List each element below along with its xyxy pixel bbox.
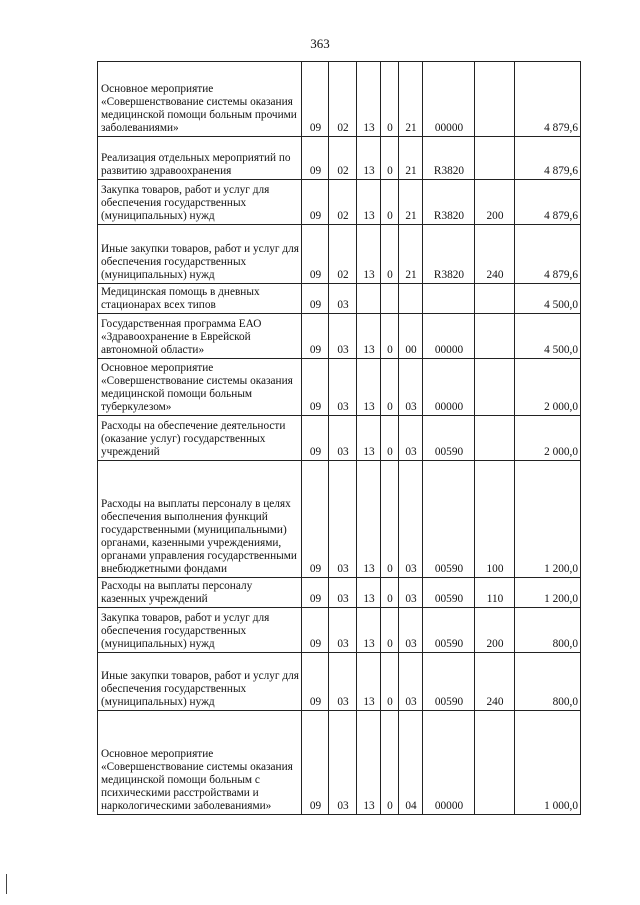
expense-type-cell (475, 711, 515, 815)
row-name-cell: Расходы на обеспечение деятельности (оказание услуг) государственных учреждений (98, 416, 302, 461)
amount-cell: 1 200,0 (515, 461, 581, 578)
subprogram-code-cell: 0 (381, 608, 399, 653)
row-name-cell: Основное мероприятие «Совершенствование системы оказания медицинской помощи больным с психическими расстройствами и наркологическими заболеваниями» (98, 711, 302, 815)
expense-type-cell: 240 (475, 225, 515, 284)
event-code-cell (399, 284, 423, 314)
subsection-code-cell: 03 (329, 416, 357, 461)
table-row (98, 608, 581, 653)
amount-cell: 1 000,0 (515, 711, 581, 815)
direction-code-cell: 00590 (423, 416, 475, 461)
expense-type-cell (475, 284, 515, 314)
direction-code-cell: 00000 (423, 62, 475, 137)
direction-code-cell: 00000 (423, 359, 475, 416)
margin-mark (6, 874, 7, 894)
direction-code-cell: 00590 (423, 461, 475, 578)
amount-cell: 4 879,6 (515, 225, 581, 284)
section-code-cell: 09 (302, 180, 329, 225)
subsection-code-cell: 02 (329, 137, 357, 180)
subsection-code-cell: 03 (329, 578, 357, 608)
program-code-cell: 13 (357, 314, 381, 359)
section-code-cell: 09 (302, 578, 329, 608)
program-code-cell: 13 (357, 653, 381, 711)
table-row (98, 578, 581, 608)
row-name-cell: Расходы на выплаты персоналу казенных учреждений (98, 578, 302, 608)
subsection-code-cell: 03 (329, 284, 357, 314)
subprogram-code-cell: 0 (381, 359, 399, 416)
row-name-cell: Основное мероприятие «Совершенствование системы оказания медицинской помощи больным прочими заболеваниями» (98, 62, 302, 137)
expense-type-cell: 100 (475, 461, 515, 578)
program-code-cell: 13 (357, 359, 381, 416)
table-row (98, 416, 581, 461)
program-code-cell: 13 (357, 711, 381, 815)
program-code-cell: 13 (357, 180, 381, 225)
table-row (98, 314, 581, 359)
table-row (98, 653, 581, 711)
table-row (98, 284, 581, 314)
subprogram-code-cell (381, 284, 399, 314)
event-code-cell: 03 (399, 608, 423, 653)
subprogram-code-cell: 0 (381, 137, 399, 180)
section-code-cell: 09 (302, 416, 329, 461)
table-row (98, 711, 581, 815)
event-code-cell: 03 (399, 578, 423, 608)
expense-type-cell (475, 416, 515, 461)
expense-type-cell: 200 (475, 180, 515, 225)
subprogram-code-cell: 0 (381, 314, 399, 359)
event-code-cell: 21 (399, 180, 423, 225)
program-code-cell: 13 (357, 461, 381, 578)
program-code-cell: 13 (357, 608, 381, 653)
direction-code-cell (423, 284, 475, 314)
section-code-cell: 09 (302, 62, 329, 137)
subsection-code-cell: 02 (329, 62, 357, 137)
program-code-cell: 13 (357, 416, 381, 461)
direction-code-cell: 00590 (423, 578, 475, 608)
event-code-cell: 03 (399, 416, 423, 461)
event-code-cell: 03 (399, 461, 423, 578)
section-code-cell: 09 (302, 711, 329, 815)
amount-cell: 4 500,0 (515, 284, 581, 314)
section-code-cell: 09 (302, 314, 329, 359)
amount-cell: 800,0 (515, 653, 581, 711)
direction-code-cell: 00590 (423, 608, 475, 653)
subsection-code-cell: 03 (329, 608, 357, 653)
amount-cell: 4 879,6 (515, 180, 581, 225)
program-code-cell (357, 284, 381, 314)
expense-type-cell (475, 359, 515, 416)
section-code-cell: 09 (302, 653, 329, 711)
expense-type-cell: 240 (475, 653, 515, 711)
event-code-cell: 00 (399, 314, 423, 359)
program-code-cell: 13 (357, 62, 381, 137)
direction-code-cell: R3820 (423, 180, 475, 225)
event-code-cell: 03 (399, 359, 423, 416)
program-code-cell: 13 (357, 225, 381, 284)
event-code-cell: 21 (399, 62, 423, 137)
section-code-cell: 09 (302, 284, 329, 314)
amount-cell: 800,0 (515, 608, 581, 653)
subprogram-code-cell: 0 (381, 180, 399, 225)
direction-code-cell: 00000 (423, 314, 475, 359)
subsection-code-cell: 03 (329, 711, 357, 815)
row-name-cell: Закупка товаров, работ и услуг для обеспечения государственных (муниципальных) нужд (98, 180, 302, 225)
row-name-cell: Иные закупки товаров, работ и услуг для обеспечения государственных (муниципальных) нужд (98, 225, 302, 284)
page-number: 363 (310, 36, 330, 51)
event-code-cell: 21 (399, 225, 423, 284)
budget-table-body (98, 62, 581, 815)
expense-type-cell: 110 (475, 578, 515, 608)
direction-code-cell: 00000 (423, 711, 475, 815)
subprogram-code-cell: 0 (381, 578, 399, 608)
budget-table (97, 61, 581, 815)
section-code-cell: 09 (302, 359, 329, 416)
row-name-cell: Закупка товаров, работ и услуг для обеспечения государственных (муниципальных) нужд (98, 608, 302, 653)
direction-code-cell: 00590 (423, 653, 475, 711)
amount-cell: 1 200,0 (515, 578, 581, 608)
table-row (98, 180, 581, 225)
event-code-cell: 03 (399, 653, 423, 711)
subsection-code-cell: 03 (329, 314, 357, 359)
program-code-cell: 13 (357, 137, 381, 180)
row-name-cell: Иные закупки товаров, работ и услуг для обеспечения государственных (муниципальных) нужд (98, 653, 302, 711)
section-code-cell: 09 (302, 137, 329, 180)
subprogram-code-cell: 0 (381, 416, 399, 461)
subprogram-code-cell: 0 (381, 62, 399, 137)
program-code-cell: 13 (357, 578, 381, 608)
subprogram-code-cell: 0 (381, 711, 399, 815)
subprogram-code-cell: 0 (381, 461, 399, 578)
section-code-cell: 09 (302, 608, 329, 653)
expense-type-cell (475, 314, 515, 359)
table-row (98, 359, 581, 416)
direction-code-cell: R3820 (423, 137, 475, 180)
section-code-cell: 09 (302, 461, 329, 578)
row-name-cell: Реализация отдельных мероприятий по развитию здравоохранения (98, 137, 302, 180)
row-name-cell: Медицинская помощь в дневных стационарах всех типов (98, 284, 302, 314)
direction-code-cell: R3820 (423, 225, 475, 284)
subsection-code-cell: 02 (329, 180, 357, 225)
section-code-cell: 09 (302, 225, 329, 284)
amount-cell: 2 000,0 (515, 416, 581, 461)
amount-cell: 4 879,6 (515, 62, 581, 137)
amount-cell: 4 500,0 (515, 314, 581, 359)
table-row (98, 461, 581, 578)
event-code-cell: 04 (399, 711, 423, 815)
amount-cell: 2 000,0 (515, 359, 581, 416)
subprogram-code-cell: 0 (381, 225, 399, 284)
expense-type-cell (475, 137, 515, 180)
amount-cell: 4 879,6 (515, 137, 581, 180)
subsection-code-cell: 02 (329, 225, 357, 284)
row-name-cell: Основное мероприятие «Совершенствование системы оказания медицинской помощи больным туберкулезом» (98, 359, 302, 416)
expense-type-cell: 200 (475, 608, 515, 653)
subprogram-code-cell: 0 (381, 653, 399, 711)
row-name-cell: Расходы на выплаты персоналу в целях обеспечения выполнения функций государственными (муниципальными) органами, казенными учреждениями, органами управления государственными внебюджетными фондами (98, 461, 302, 578)
table-row (98, 62, 581, 137)
event-code-cell: 21 (399, 137, 423, 180)
subsection-code-cell: 03 (329, 359, 357, 416)
table-row (98, 225, 581, 284)
table-row (98, 137, 581, 180)
subsection-code-cell: 03 (329, 461, 357, 578)
row-name-cell: Государственная программа ЕАО «Здравоохранение в Еврейской автономной области» (98, 314, 302, 359)
expense-type-cell (475, 62, 515, 137)
subsection-code-cell: 03 (329, 653, 357, 711)
